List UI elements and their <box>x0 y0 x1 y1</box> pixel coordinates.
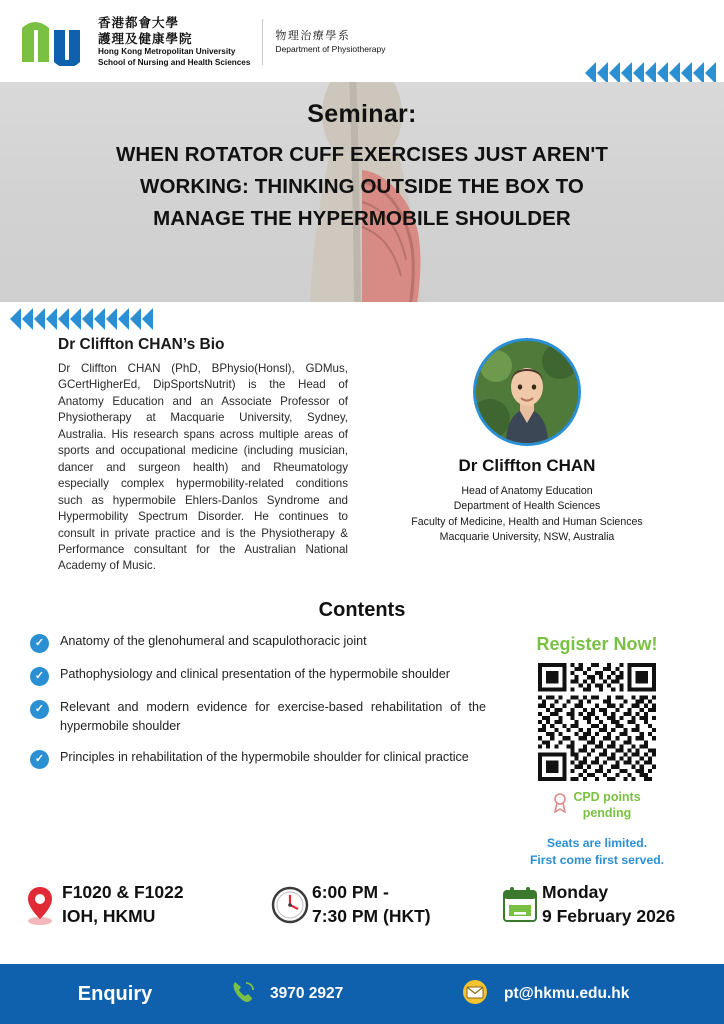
check-icon: ✓ <box>30 750 49 769</box>
chevron-icon <box>693 62 704 84</box>
ribbon-icon <box>553 793 567 818</box>
header-divider <box>262 19 263 65</box>
time-line2: 7:30 PM (HKT) <box>312 905 431 926</box>
venue-line1: F1020 & F1022 <box>62 882 184 903</box>
clock-icon <box>268 885 312 925</box>
phone-number[interactable]: 3970 2927 <box>270 985 344 1002</box>
speaker-bio-section <box>0 302 724 575</box>
chevron-icon <box>609 62 620 84</box>
speaker-card <box>348 336 706 575</box>
time-line1: 6:00 PM - <box>312 882 389 903</box>
hero-banner <box>0 82 724 302</box>
venue-line2: IOH, HKMU <box>62 905 156 926</box>
calendar-icon <box>498 885 542 925</box>
hero-title-line3: MANAGE THE HYPERMOBILE SHOULDER <box>153 206 571 230</box>
phone-block <box>230 979 460 1010</box>
list-item <box>30 665 486 686</box>
chevron-icon <box>705 62 716 84</box>
cpd-note <box>486 790 708 821</box>
date-line1: Monday <box>542 882 609 903</box>
list-item-label: Pathophysiology and clinical presentation of the hypermobile shoulder <box>60 666 450 681</box>
footer-bar <box>0 964 724 1024</box>
logo-chinese-line1: 香港都會大學 <box>98 16 180 31</box>
date-line2: 9 February 2026 <box>542 905 676 926</box>
list-item-label: Anatomy of the glenohumeral and scapulothoracic joint <box>60 633 367 648</box>
check-icon: ✓ <box>30 667 49 686</box>
seats-line2: First come first served. <box>529 853 665 868</box>
list-item <box>30 748 486 769</box>
chevron-icon <box>645 62 656 84</box>
cpd-line1: CPD points <box>573 789 641 804</box>
date-block <box>498 881 710 928</box>
logo-english-line1: Hong Kong Metropolitan University <box>98 47 236 57</box>
chevron-icon <box>585 62 596 84</box>
contents-and-register <box>0 622 724 869</box>
enquiry-label: Enquiry <box>77 982 153 1005</box>
list-item-label: Relevant and modern evidence for exercise-based rehabilitation of the hypermobile shoulder <box>60 699 486 733</box>
list-item-label: Principles in rehabilitation of the hypermobile shoulder for clinical practice <box>60 749 469 764</box>
check-icon: ✓ <box>30 634 49 653</box>
chevron-icon <box>621 62 632 84</box>
list-item <box>30 698 486 736</box>
avatar <box>473 338 581 446</box>
hero-title-line1: WHEN ROTATOR CUFF EXERCISES JUST AREN'T <box>115 143 609 166</box>
venue-block <box>18 881 268 928</box>
speaker-affiliation-3: Faculty of Medicine, Health and Human Sciences <box>411 515 643 528</box>
register-now-title: Register Now! <box>536 633 658 654</box>
chevron-icon <box>597 62 608 84</box>
list-item <box>30 632 486 653</box>
mail-icon <box>460 979 490 1010</box>
speaker-name: Dr Cliffton CHAN <box>458 456 596 475</box>
phone-icon <box>230 979 256 1010</box>
seats-line1: Seats are limited. <box>546 836 648 851</box>
qr-code[interactable] <box>538 663 656 781</box>
mu-logo-icon <box>18 18 90 66</box>
email-block <box>460 979 629 1010</box>
logo-chinese-line2: 護理及健康學院 <box>98 31 193 46</box>
cpd-line2: pending <box>582 805 632 820</box>
location-pin-icon <box>18 884 62 926</box>
hero-title-line2: WORKING: THINKING OUTSIDE THE BOX TO <box>140 174 584 198</box>
contents-heading: Contents <box>318 598 406 621</box>
seminar-label: Seminar: <box>307 100 417 128</box>
department-english: Department of Physiotherapy <box>275 43 386 54</box>
speaker-affiliation-2: Department of Health Sciences <box>453 500 601 513</box>
seats-note <box>486 835 708 869</box>
speaker-affiliation-1: Head of Anatomy Education <box>461 485 593 497</box>
chevron-icon <box>681 62 692 84</box>
time-block <box>268 881 498 928</box>
bio-paragraph: Dr Cliffton CHAN (PhD, BPhysio(Honsl), GDMus, GCertHigherEd, DipSportsNutrit) is the Head of Anatomy Education and an Associate Professor of Physiotherapy at Macquarie University, Sydney, Australia. His research spans across multiple areas of sports and occupational medicine (including musician, dancer and surgeon health) and Rheumatology especially complex hypermobility-related conditions such as hypermobile Ehlers-Danlos Syndrome and Hypermobility Spectrum Disorder. He continues to consult in private practice and is the Physiotherapy & Performance consultant for the Australian National Academy of Music. <box>58 362 348 573</box>
logistics-row <box>0 877 724 928</box>
chevron-strip-header <box>585 62 716 84</box>
page-header <box>0 0 724 78</box>
chevron-icon <box>669 62 680 84</box>
bio-heading: Dr Cliffton CHAN’s Bio <box>58 336 225 353</box>
contents-list <box>16 632 486 869</box>
bio-text-column <box>18 336 348 575</box>
department-chinese: 物理治療學系 <box>275 30 351 43</box>
registration-block <box>486 632 708 869</box>
email-address[interactable]: pt@hkmu.edu.hk <box>504 985 630 1002</box>
check-icon: ✓ <box>30 700 49 719</box>
speaker-affiliation-4: Macquarie University, NSW, Australia <box>439 531 615 544</box>
chevron-icon <box>633 62 644 84</box>
university-logo <box>18 16 250 68</box>
logo-english-line2: School of Nursing and Health Sciences <box>98 57 251 67</box>
hero-title-block <box>0 82 724 234</box>
chevron-icon <box>657 62 668 84</box>
